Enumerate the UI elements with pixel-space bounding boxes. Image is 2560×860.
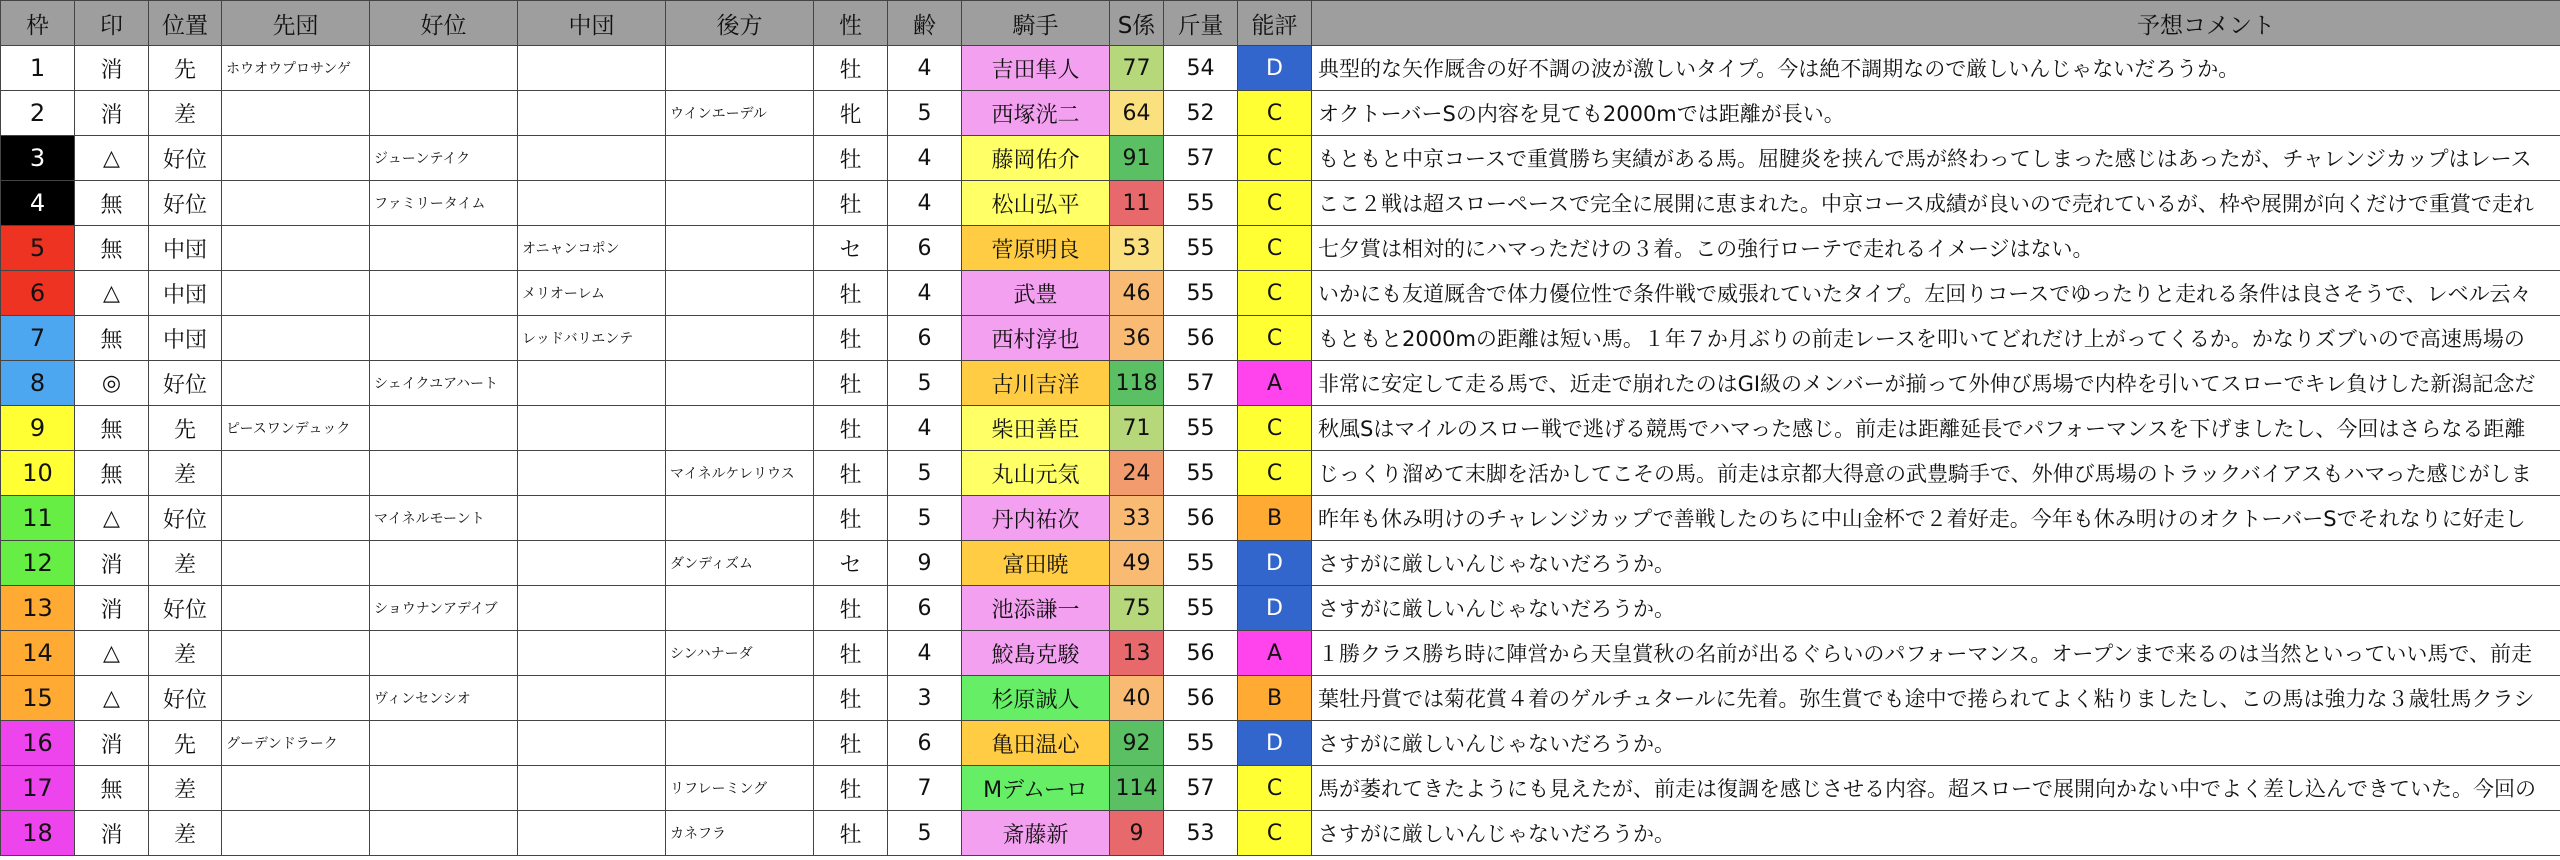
age-cell: 5 — [888, 91, 962, 136]
chudan-cell — [518, 811, 666, 856]
chudan-cell — [518, 721, 666, 766]
mark-cell: △ — [75, 676, 149, 721]
table-row — [1, 181, 2560, 226]
koui-cell — [370, 451, 518, 496]
rating-cell: C — [1238, 91, 1312, 136]
koho-cell — [666, 316, 814, 361]
jockey-cell: 池添謙一 — [962, 586, 1110, 631]
mark-cell: 無 — [75, 406, 149, 451]
s-score-cell: 64 — [1110, 91, 1164, 136]
s-score-cell: 75 — [1110, 586, 1164, 631]
weight-cell: 57 — [1164, 766, 1238, 811]
koui-cell — [370, 766, 518, 811]
chudan-cell — [518, 361, 666, 406]
waku-cell: 13 — [1, 586, 75, 631]
sendan-cell: グーデンドラーク — [222, 721, 370, 766]
table-body — [1, 46, 2560, 856]
column-header[interactable]: 先団 — [222, 1, 370, 46]
jockey-cell: 菅原明良 — [962, 226, 1110, 271]
mark-cell: 消 — [75, 541, 149, 586]
age-cell: 5 — [888, 361, 962, 406]
jockey-cell: 柴田善臣 — [962, 406, 1110, 451]
mark-cell: 消 — [75, 811, 149, 856]
waku-cell: 3 — [1, 136, 75, 181]
weight-cell: 55 — [1164, 181, 1238, 226]
chudan-cell — [518, 496, 666, 541]
sex-cell: 牡 — [814, 46, 888, 91]
sendan-cell — [222, 631, 370, 676]
jockey-cell: 杉原誠人 — [962, 676, 1110, 721]
comment-cell: さすがに厳しいんじゃないだろうか。 — [1312, 721, 2560, 766]
weight-cell: 56 — [1164, 631, 1238, 676]
table-row — [1, 721, 2560, 766]
waku-cell: 8 — [1, 361, 75, 406]
mark-cell: ◎ — [75, 361, 149, 406]
position-cell: 中団 — [149, 316, 222, 361]
chudan-cell — [518, 136, 666, 181]
rating-cell: C — [1238, 451, 1312, 496]
column-header[interactable]: 斤量 — [1164, 1, 1238, 46]
koui-cell — [370, 46, 518, 91]
age-cell: 4 — [888, 631, 962, 676]
comment-cell: さすがに厳しいんじゃないだろうか。 — [1312, 586, 2560, 631]
koui-cell: マイネルモーント — [370, 496, 518, 541]
table-row — [1, 46, 2560, 91]
chudan-cell — [518, 91, 666, 136]
comment-cell: 非常に安定して走る馬で、近走で崩れたのはGI級のメンバーが揃って外伸び馬場で内枠を引いてスローでキレ負けした新潟記念だ — [1312, 361, 2560, 406]
sex-cell: 牝 — [814, 91, 888, 136]
sendan-cell — [222, 766, 370, 811]
mark-cell: 無 — [75, 181, 149, 226]
sex-cell: セ — [814, 226, 888, 271]
age-cell: 6 — [888, 586, 962, 631]
chudan-cell — [518, 676, 666, 721]
jockey-cell: 武豊 — [962, 271, 1110, 316]
rating-cell: D — [1238, 46, 1312, 91]
table-row — [1, 91, 2560, 136]
column-header[interactable]: 齢 — [888, 1, 962, 46]
koho-cell — [666, 361, 814, 406]
koui-cell — [370, 406, 518, 451]
comment-cell: いかにも友道厩舎で体力優位性で条件戦で威張れていたタイプ。左回りコースでゆったりと走れる条件は良さそうで、レベル云々 — [1312, 271, 2560, 316]
waku-cell: 5 — [1, 226, 75, 271]
koho-cell — [666, 676, 814, 721]
jockey-cell: 丹内祐次 — [962, 496, 1110, 541]
rating-cell: C — [1238, 271, 1312, 316]
rating-cell: B — [1238, 496, 1312, 541]
sex-cell: 牡 — [814, 181, 888, 226]
chudan-cell — [518, 406, 666, 451]
sex-cell: 牡 — [814, 406, 888, 451]
rating-cell: C — [1238, 226, 1312, 271]
position-cell: 差 — [149, 541, 222, 586]
column-header[interactable]: 予想コメント — [1312, 1, 2560, 46]
koho-cell: ダンディズム — [666, 541, 814, 586]
koui-cell: ショウナンアデイブ — [370, 586, 518, 631]
koui-cell — [370, 541, 518, 586]
table-row — [1, 541, 2560, 586]
sex-cell: 牡 — [814, 676, 888, 721]
age-cell: 6 — [888, 316, 962, 361]
rating-cell: D — [1238, 721, 1312, 766]
waku-cell: 4 — [1, 181, 75, 226]
koui-cell: シェイクユアハート — [370, 361, 518, 406]
weight-cell: 55 — [1164, 271, 1238, 316]
position-cell: 好位 — [149, 676, 222, 721]
s-score-cell: 77 — [1110, 46, 1164, 91]
waku-cell: 9 — [1, 406, 75, 451]
age-cell: 6 — [888, 721, 962, 766]
sex-cell: 牡 — [814, 316, 888, 361]
koui-cell: ジューンテイク — [370, 136, 518, 181]
waku-cell: 14 — [1, 631, 75, 676]
mark-cell: △ — [75, 271, 149, 316]
comment-cell: さすがに厳しいんじゃないだろうか。 — [1312, 811, 2560, 856]
rating-cell: C — [1238, 406, 1312, 451]
rating-cell: C — [1238, 766, 1312, 811]
jockey-cell: 丸山元気 — [962, 451, 1110, 496]
mark-cell: 消 — [75, 721, 149, 766]
s-score-cell: 46 — [1110, 271, 1164, 316]
mark-cell: △ — [75, 496, 149, 541]
jockey-cell: 吉田隼人 — [962, 46, 1110, 91]
s-score-cell: 71 — [1110, 406, 1164, 451]
age-cell: 6 — [888, 226, 962, 271]
waku-cell: 1 — [1, 46, 75, 91]
age-cell: 4 — [888, 136, 962, 181]
sendan-cell — [222, 496, 370, 541]
table-row — [1, 271, 2560, 316]
koho-cell: マイネルケレリウス — [666, 451, 814, 496]
s-score-cell: 49 — [1110, 541, 1164, 586]
sex-cell: 牡 — [814, 271, 888, 316]
koho-cell — [666, 136, 814, 181]
koui-cell: ファミリータイム — [370, 181, 518, 226]
koho-cell — [666, 721, 814, 766]
weight-cell: 56 — [1164, 316, 1238, 361]
chudan-cell — [518, 541, 666, 586]
column-header[interactable]: 位置 — [149, 1, 222, 46]
comment-cell: 七夕賞は相対的にハマっただけの３着。この強行ローテで走れるイメージはない。 — [1312, 226, 2560, 271]
sex-cell: 牡 — [814, 721, 888, 766]
sex-cell: 牡 — [814, 496, 888, 541]
mark-cell: 無 — [75, 316, 149, 361]
jockey-cell: 富田暁 — [962, 541, 1110, 586]
sex-cell: 牡 — [814, 136, 888, 181]
rating-cell: C — [1238, 316, 1312, 361]
sendan-cell: ホウオウプロサンゲ — [222, 46, 370, 91]
position-cell: 先 — [149, 721, 222, 766]
koho-cell — [666, 46, 814, 91]
weight-cell: 56 — [1164, 676, 1238, 721]
koho-cell: ウインエーデル — [666, 91, 814, 136]
chudan-cell — [518, 451, 666, 496]
sex-cell: 牡 — [814, 811, 888, 856]
mark-cell: 消 — [75, 91, 149, 136]
waku-cell: 10 — [1, 451, 75, 496]
table-row — [1, 586, 2560, 631]
weight-cell: 57 — [1164, 361, 1238, 406]
koui-cell — [370, 721, 518, 766]
comment-cell: じっくり溜めて末脚を活かしてこその馬。前走は京都大得意の武豊騎手で、外伸び馬場のトラックバイアスもハマった感じがしま — [1312, 451, 2560, 496]
comment-cell: ここ２戦は超スローペースで完全に展開に恵まれた。中京コース成績が良いので売れているが、枠や展開が向くだけで重賞で走れ — [1312, 181, 2560, 226]
koui-cell — [370, 271, 518, 316]
column-header[interactable]: 好位 — [370, 1, 518, 46]
comment-cell: 馬が萎れてきたようにも見えたが、前走は復調を感じさせる内容。超スローで展開向かない中でよく差し込んできていた。今回の — [1312, 766, 2560, 811]
age-cell: 3 — [888, 676, 962, 721]
position-cell: 中団 — [149, 226, 222, 271]
sendan-cell — [222, 316, 370, 361]
s-score-cell: 91 — [1110, 136, 1164, 181]
jockey-cell: 斎藤新 — [962, 811, 1110, 856]
s-score-cell: 11 — [1110, 181, 1164, 226]
sex-cell: 牡 — [814, 631, 888, 676]
position-cell: 差 — [149, 91, 222, 136]
rating-cell: C — [1238, 181, 1312, 226]
table-row — [1, 316, 2560, 361]
sendan-cell — [222, 541, 370, 586]
column-header[interactable]: 能評 — [1238, 1, 1312, 46]
sendan-cell — [222, 91, 370, 136]
weight-cell: 55 — [1164, 406, 1238, 451]
sendan-cell — [222, 451, 370, 496]
table-row — [1, 496, 2560, 541]
weight-cell: 52 — [1164, 91, 1238, 136]
age-cell: 5 — [888, 451, 962, 496]
table-row — [1, 406, 2560, 451]
sex-cell: 牡 — [814, 586, 888, 631]
age-cell: 5 — [888, 496, 962, 541]
column-header[interactable]: S係 — [1110, 1, 1164, 46]
table-row — [1, 766, 2560, 811]
koho-cell — [666, 586, 814, 631]
rating-cell: A — [1238, 631, 1312, 676]
waku-cell: 6 — [1, 271, 75, 316]
position-cell: 好位 — [149, 136, 222, 181]
rating-cell: C — [1238, 136, 1312, 181]
koho-cell — [666, 271, 814, 316]
jockey-cell: 藤岡佑介 — [962, 136, 1110, 181]
s-score-cell: 40 — [1110, 676, 1164, 721]
weight-cell: 53 — [1164, 811, 1238, 856]
chudan-cell: レッドバリエンテ — [518, 316, 666, 361]
column-header[interactable]: 後方 — [666, 1, 814, 46]
sendan-cell — [222, 811, 370, 856]
weight-cell: 54 — [1164, 46, 1238, 91]
rating-cell: C — [1238, 811, 1312, 856]
sendan-cell — [222, 226, 370, 271]
column-header[interactable]: 性 — [814, 1, 888, 46]
sex-cell: 牡 — [814, 451, 888, 496]
age-cell: 4 — [888, 46, 962, 91]
jockey-cell: 西塚洸二 — [962, 91, 1110, 136]
position-cell: 好位 — [149, 586, 222, 631]
comment-cell: 昨年も休み明けのチャレンジカップで善戦したのちに中山金杯で２着好走。今年も休み明けのオクトーバーSでそれなりに好走し — [1312, 496, 2560, 541]
table-row — [1, 811, 2560, 856]
sendan-cell — [222, 271, 370, 316]
sex-cell: セ — [814, 541, 888, 586]
column-header[interactable]: 中団 — [518, 1, 666, 46]
mark-cell: 消 — [75, 586, 149, 631]
rating-cell: D — [1238, 586, 1312, 631]
rating-cell: D — [1238, 541, 1312, 586]
position-cell: 好位 — [149, 181, 222, 226]
chudan-cell — [518, 631, 666, 676]
sendan-cell: ピースワンデュック — [222, 406, 370, 451]
age-cell: 4 — [888, 181, 962, 226]
waku-cell: 11 — [1, 496, 75, 541]
table-row — [1, 361, 2560, 406]
comment-cell: オクトーバーSの内容を見ても2000mでは距離が長い。 — [1312, 91, 2560, 136]
age-cell: 7 — [888, 766, 962, 811]
table-row — [1, 676, 2560, 721]
s-score-cell: 33 — [1110, 496, 1164, 541]
koho-cell: カネフラ — [666, 811, 814, 856]
mark-cell: △ — [75, 136, 149, 181]
jockey-cell: 鮫島克駿 — [962, 631, 1110, 676]
waku-cell: 16 — [1, 721, 75, 766]
sendan-cell — [222, 181, 370, 226]
koho-cell — [666, 226, 814, 271]
koho-cell: シンハナーダ — [666, 631, 814, 676]
weight-cell: 55 — [1164, 541, 1238, 586]
comment-cell: もともと2000mの距離は短い馬。１年７か月ぶりの前走レースを叩いてどれだけ上がってくるか。かなりズブいので高速馬場の — [1312, 316, 2560, 361]
waku-cell: 15 — [1, 676, 75, 721]
sendan-cell — [222, 361, 370, 406]
waku-cell: 18 — [1, 811, 75, 856]
mark-cell: △ — [75, 631, 149, 676]
position-cell: 差 — [149, 811, 222, 856]
koho-cell: リフレーミング — [666, 766, 814, 811]
chudan-cell — [518, 181, 666, 226]
table-row — [1, 631, 2560, 676]
position-cell: 差 — [149, 451, 222, 496]
s-score-cell: 92 — [1110, 721, 1164, 766]
sendan-cell — [222, 586, 370, 631]
table-row — [1, 451, 2560, 496]
weight-cell: 55 — [1164, 721, 1238, 766]
jockey-cell: 松山弘平 — [962, 181, 1110, 226]
s-score-cell: 36 — [1110, 316, 1164, 361]
table-row — [1, 136, 2560, 181]
chudan-cell: オニャンコポン — [518, 226, 666, 271]
jockey-cell: 西村淳也 — [962, 316, 1110, 361]
mark-cell: 無 — [75, 766, 149, 811]
table-row — [1, 226, 2560, 271]
koui-cell — [370, 316, 518, 361]
chudan-cell — [518, 586, 666, 631]
jockey-cell: 亀田温心 — [962, 721, 1110, 766]
chudan-cell — [518, 766, 666, 811]
header-row — [1, 1, 2560, 46]
weight-cell: 56 — [1164, 496, 1238, 541]
comment-cell: 典型的な矢作厩舎の好不調の波が激しいタイプ。今は絶不調期なので厳しいんじゃないだろうか。 — [1312, 46, 2560, 91]
comment-cell: １勝クラス勝ち時に陣営から天皇賞秋の名前が出るぐらいのパフォーマンス。オープンまで来るのは当然といっていい馬で、前走 — [1312, 631, 2560, 676]
column-header[interactable]: 枠 — [1, 1, 75, 46]
s-score-cell: 13 — [1110, 631, 1164, 676]
sex-cell: 牡 — [814, 766, 888, 811]
koui-cell — [370, 91, 518, 136]
rating-cell: B — [1238, 676, 1312, 721]
weight-cell: 55 — [1164, 451, 1238, 496]
position-cell: 中団 — [149, 271, 222, 316]
chudan-cell: メリオーレム — [518, 271, 666, 316]
chudan-cell — [518, 46, 666, 91]
comment-cell: 秋風Sはマイルのスロー戦で逃げる競馬でハマった感じ。前走は距離延長でパフォーマンスを下げましたし、今回はさらなる距離 — [1312, 406, 2560, 451]
koui-cell — [370, 811, 518, 856]
koui-cell — [370, 226, 518, 271]
waku-cell: 17 — [1, 766, 75, 811]
waku-cell: 7 — [1, 316, 75, 361]
mark-cell: 無 — [75, 451, 149, 496]
comment-cell: 葉牡丹賞では菊花賞４着のゲルチュタールに先着。弥生賞でも途中で捲られてよく粘りましたし、この馬は強力な３歳牡馬クラシ — [1312, 676, 2560, 721]
s-score-cell: 114 — [1110, 766, 1164, 811]
column-header[interactable]: 騎手 — [962, 1, 1110, 46]
weight-cell: 55 — [1164, 226, 1238, 271]
comment-cell: さすがに厳しいんじゃないだろうか。 — [1312, 541, 2560, 586]
waku-cell: 2 — [1, 91, 75, 136]
s-score-cell: 118 — [1110, 361, 1164, 406]
age-cell: 4 — [888, 406, 962, 451]
position-cell: 好位 — [149, 361, 222, 406]
jockey-cell: 古川吉洋 — [962, 361, 1110, 406]
s-score-cell: 9 — [1110, 811, 1164, 856]
weight-cell: 55 — [1164, 586, 1238, 631]
koho-cell — [666, 496, 814, 541]
weight-cell: 57 — [1164, 136, 1238, 181]
waku-cell: 12 — [1, 541, 75, 586]
sendan-cell — [222, 676, 370, 721]
mark-cell: 消 — [75, 46, 149, 91]
column-header[interactable]: 印 — [75, 1, 149, 46]
sendan-cell — [222, 136, 370, 181]
position-cell: 差 — [149, 631, 222, 676]
position-cell: 先 — [149, 46, 222, 91]
s-score-cell: 24 — [1110, 451, 1164, 496]
s-score-cell: 53 — [1110, 226, 1164, 271]
koui-cell — [370, 631, 518, 676]
koui-cell: ヴィンセンシオ — [370, 676, 518, 721]
koho-cell — [666, 181, 814, 226]
position-cell: 差 — [149, 766, 222, 811]
sex-cell: 牡 — [814, 361, 888, 406]
rating-cell: A — [1238, 361, 1312, 406]
koho-cell — [666, 406, 814, 451]
position-cell: 好位 — [149, 496, 222, 541]
jockey-cell: Mデムーロ — [962, 766, 1110, 811]
comment-cell: もともと中京コースで重賞勝ち実績がある馬。屈腱炎を挟んで馬が終わってしまった感じはあったが、チャレンジカップはレース — [1312, 136, 2560, 181]
age-cell: 9 — [888, 541, 962, 586]
age-cell: 5 — [888, 811, 962, 856]
position-cell: 先 — [149, 406, 222, 451]
age-cell: 4 — [888, 271, 962, 316]
mark-cell: 無 — [75, 226, 149, 271]
